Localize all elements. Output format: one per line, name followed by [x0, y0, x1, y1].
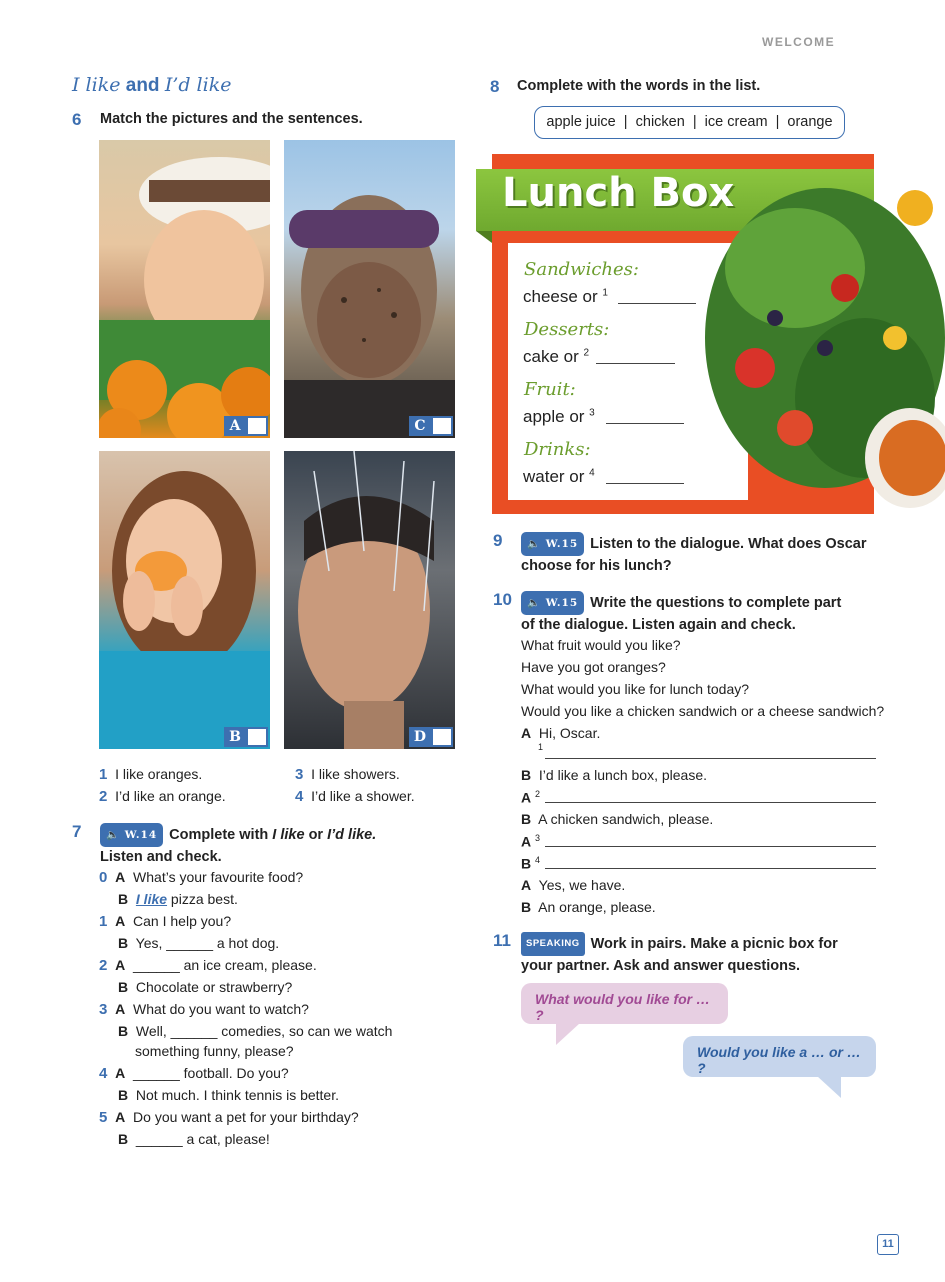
ex7-item-3-num: 3 — [99, 1001, 108, 1018]
dialogue-6-sup: 3 — [535, 833, 541, 843]
ex7-item-1-b-text: Yes, ______ a hot dog. — [135, 935, 280, 951]
lunch-cat-drinks: Drinks: — [524, 439, 591, 460]
ex7-item-5-a-text: Do you want a pet for your birthday? — [133, 1109, 359, 1125]
dialogue-6-speaker: A — [521, 833, 532, 850]
ex10-question-1: What fruit would you like? — [521, 637, 681, 653]
dialogue-line-5 — [521, 811, 713, 827]
exercise-7-instruction — [100, 823, 440, 867]
dialogue-line-3 — [521, 767, 707, 783]
ex7-item-0-a: 0 A What’s your favourite food? — [99, 869, 304, 886]
lunch-item-4 — [523, 467, 595, 487]
lunch-blank-2[interactable] — [596, 363, 675, 364]
lunch-item-2 — [523, 347, 589, 367]
sentence-1 — [99, 766, 202, 783]
ex7-instr-i2: I’d like. — [327, 826, 377, 843]
dialogue-7-sup: 4 — [535, 855, 541, 865]
dialogue-9-speaker: B — [521, 899, 532, 915]
photo-d-tag — [409, 727, 453, 747]
photo-a-answer-box[interactable] — [246, 416, 268, 436]
exercise-7-number: 7 — [72, 822, 82, 841]
exercise-9-number: 9 — [493, 531, 503, 550]
page-number: 11 — [877, 1234, 899, 1255]
lunch-blank-1[interactable] — [618, 303, 696, 304]
photo-c — [284, 140, 455, 438]
dialogue-8-text: Yes, we have. — [538, 877, 626, 893]
photo-c-answer-box[interactable] — [431, 416, 453, 436]
dialogue-line-6 — [521, 833, 540, 850]
ex10-line2: of the dialogue. Listen again and check. — [521, 617, 796, 633]
sentence-4-num: 4 — [295, 788, 304, 805]
lunch-item-4-sup: 4 — [589, 467, 595, 479]
dialogue-9-text: An orange, please. — [538, 899, 656, 915]
speech-bubble-2-tail — [817, 1076, 841, 1098]
ex7-item-1-a-text: Can I help you? — [133, 913, 232, 929]
ex7-item-2-b: B Chocolate or strawberry? — [118, 979, 293, 995]
dialogue-line-7 — [521, 855, 540, 872]
sentence-2 — [99, 788, 226, 805]
photo-c-tag — [409, 416, 453, 436]
ex10-question-3: What would you like for lunch today? — [521, 681, 750, 697]
ex7-item-1-a: 1 A Can I help you? — [99, 913, 232, 930]
sentence-3 — [295, 766, 400, 783]
ex7-item-2-b-text: Chocolate or strawberry? — [135, 979, 293, 995]
grammar-heading — [72, 74, 231, 97]
ex7-item-1-num: 1 — [99, 913, 108, 930]
lunch-item-1 — [523, 287, 608, 307]
exercise-6-instruction: Match the pictures and the sentences. — [100, 111, 363, 127]
ex7-item-5-num: 5 — [99, 1109, 108, 1126]
dialogue-blank-1[interactable] — [545, 758, 876, 759]
ex7-item-0-b-text: pizza best. — [167, 891, 238, 907]
lunch-blank-4[interactable] — [606, 483, 684, 484]
ex7-instr-b: Listen and check. — [100, 849, 222, 865]
dialogue-line-8 — [521, 877, 625, 893]
lunch-cat-fruit: Fruit: — [524, 379, 576, 400]
lunch-item-4-text: water or — [523, 467, 585, 486]
dialogue-blank-1-sup: 1 — [538, 742, 544, 752]
dialogue-1-speaker: A — [521, 725, 532, 741]
ex9-line1: Listen to the dialogue. What does Oscar — [590, 535, 867, 552]
ex7-item-5-b: B ______ a cat, please! — [118, 1131, 270, 1147]
salad-image — [695, 168, 945, 513]
ex7-item-0-b: B I like pizza best. — [118, 891, 238, 907]
ex7-item-3-a: 3 A What do you want to watch? — [99, 1001, 309, 1018]
dialogue-line-1 — [521, 725, 600, 741]
photo-a-illustration — [99, 140, 270, 438]
audio-w15-a-label: W.15 — [545, 538, 579, 550]
ex7-item-5-a: 5 A Do you want a pet for your birthday? — [99, 1109, 359, 1126]
ex7-item-0-num: 0 — [99, 869, 108, 886]
lunch-cat-sandwiches: Sandwiches: — [524, 259, 639, 280]
dialogue-line-4 — [521, 789, 540, 806]
ex7-instr-or: or — [304, 826, 328, 843]
sentence-1-num: 1 — [99, 766, 108, 783]
lunch-item-1-sup: 1 — [602, 287, 608, 299]
heading-and: and — [120, 75, 165, 96]
speech-bubble-2: Would you like a … or … ? — [683, 1036, 876, 1077]
dialogue-5-text: A chicken sandwich, please. — [538, 811, 714, 827]
ex7-item-4-a-text: ______ football. Do you? — [133, 1065, 289, 1081]
lunch-item-3 — [523, 407, 595, 427]
photo-a-tag — [224, 416, 268, 436]
audio-track-w14[interactable]: 🔈 W.14 — [100, 823, 163, 847]
ex9-line2: choose for his lunch? — [521, 558, 672, 574]
dialogue-4-sup: 2 — [535, 789, 541, 799]
dialogue-blank-3[interactable] — [545, 846, 876, 847]
audio-track-w15-b[interactable]: 🔈 W.15 — [521, 591, 584, 615]
audio-track-w15-a[interactable]: 🔈 W.15 — [521, 532, 584, 556]
speaking-badge: SPEAKING — [521, 932, 585, 956]
lunch-box-title: Lunch Box — [502, 170, 735, 216]
dialogue-3-speaker: B — [521, 767, 532, 783]
lunch-blank-3[interactable] — [606, 423, 684, 424]
photo-a — [99, 140, 270, 438]
speech-bubble-1-tail — [556, 1023, 580, 1045]
exercise-10-instruction — [521, 591, 901, 635]
dialogue-5-speaker: B — [521, 811, 532, 827]
photo-c-illustration — [284, 140, 455, 438]
ex7-item-2-a-text: ______ an ice cream, please. — [133, 957, 317, 973]
lunch-item-3-sup: 3 — [589, 407, 595, 419]
ex7-item-3-b-text: Well, ______ comedies, so can we watch — [135, 1023, 393, 1039]
photo-d-illustration — [284, 451, 455, 749]
sentence-1-text: I like oranges. — [115, 766, 203, 782]
dialogue-4-speaker: A — [521, 789, 532, 806]
ex7-item-0-answer: I like — [135, 891, 168, 907]
speech-bubble-1: What would you like for … ? — [521, 983, 728, 1024]
exercise-8-instruction: Complete with the words in the list. — [517, 78, 761, 94]
dialogue-3-text: I’d like a lunch box, please. — [538, 767, 708, 783]
ex7-item-3-b2: something funny, please? — [135, 1043, 294, 1059]
section-label: WELCOME — [762, 35, 836, 49]
ex7-item-5-b-text: ______ a cat, please! — [135, 1131, 270, 1147]
ex10-question-4: Would you like a chicken sandwich or a cheese sandwich? — [521, 703, 885, 719]
ex7-item-4-num: 4 — [99, 1065, 108, 1082]
dialogue-line-9 — [521, 899, 656, 915]
sentence-3-text: I like showers. — [311, 766, 400, 782]
photo-b-tag — [224, 727, 268, 747]
photo-b-answer-box[interactable] — [246, 727, 268, 747]
photo-a-letter: A — [224, 416, 246, 436]
heading-part1: I like — [72, 74, 121, 96]
banner-fold — [476, 231, 492, 243]
ex11-line1: Work in pairs. Make a picnic box for — [590, 935, 838, 952]
dialogue-1-text: Hi, Oscar. — [538, 725, 601, 741]
ex7-item-2-a: 2 A ______ an ice cream, please. — [99, 957, 317, 974]
dialogue-8-speaker: A — [521, 877, 532, 893]
ex7-item-0-a-text: What’s your favourite food? — [133, 869, 304, 885]
sentence-2-num: 2 — [99, 788, 108, 805]
dialogue-blank-2[interactable] — [545, 802, 876, 803]
sentence-4-text: I’d like a shower. — [311, 788, 415, 804]
lunch-item-3-text: apple or — [523, 407, 585, 426]
lunch-item-2-text: cake or — [523, 347, 579, 366]
photo-d — [284, 451, 455, 749]
sentence-3-num: 3 — [295, 766, 304, 783]
exercise-11-number: 11 — [493, 931, 511, 950]
photo-b-letter: B — [224, 727, 246, 747]
photo-d-answer-box[interactable] — [431, 727, 453, 747]
ex7-item-4-b: B Not much. I think tennis is better. — [118, 1087, 340, 1103]
ex7-item-4-a: 4 A ______ football. Do you? — [99, 1065, 289, 1082]
lunch-cat-desserts: Desserts: — [524, 319, 610, 340]
sentence-4 — [295, 788, 415, 805]
dialogue-7-speaker: B — [521, 855, 532, 872]
dialogue-blank-4[interactable] — [545, 868, 876, 869]
ex10-question-2: Have you got oranges? — [521, 659, 666, 675]
ex11-line2: your partner. Ask and answer questions. — [521, 958, 801, 974]
ex7-instr-i1: I like — [272, 826, 305, 843]
sentence-2-text: I’d like an orange. — [115, 788, 226, 804]
lunch-item-2-sup: 2 — [583, 347, 590, 359]
photo-c-letter: C — [409, 416, 431, 436]
exercise-10-number: 10 — [493, 590, 512, 609]
exercise-11-instruction — [521, 932, 911, 976]
photo-b — [99, 451, 270, 749]
ex7-item-4-b-text: Not much. I think tennis is better. — [135, 1087, 340, 1103]
exercise-6-number: 6 — [72, 110, 82, 129]
photo-b-illustration — [99, 451, 270, 749]
photo-d-letter: D — [409, 727, 431, 747]
exercise-9-instruction — [521, 532, 901, 576]
ex7-item-2-num: 2 — [99, 957, 108, 974]
lunch-item-1-text: cheese or — [523, 287, 598, 306]
ex7-item-1-b: B Yes, ______ a hot dog. — [118, 935, 280, 951]
ex7-item-3-a-text: What do you want to watch? — [133, 1001, 309, 1017]
ex7-item-3-b: B Well, ______ comedies, so can we watch — [118, 1023, 393, 1039]
ex7-instr-a: Complete with — [169, 826, 273, 843]
exercise-8-number: 8 — [490, 77, 500, 96]
audio-w15-b-label: W.15 — [545, 597, 579, 609]
audio-w14-label: W.14 — [124, 829, 158, 841]
word-list-box: apple juice | chicken | ice cream | orange — [534, 106, 845, 139]
heading-part2: I’d like — [164, 74, 232, 96]
ex10-line1: Write the questions to complete part — [590, 594, 842, 611]
